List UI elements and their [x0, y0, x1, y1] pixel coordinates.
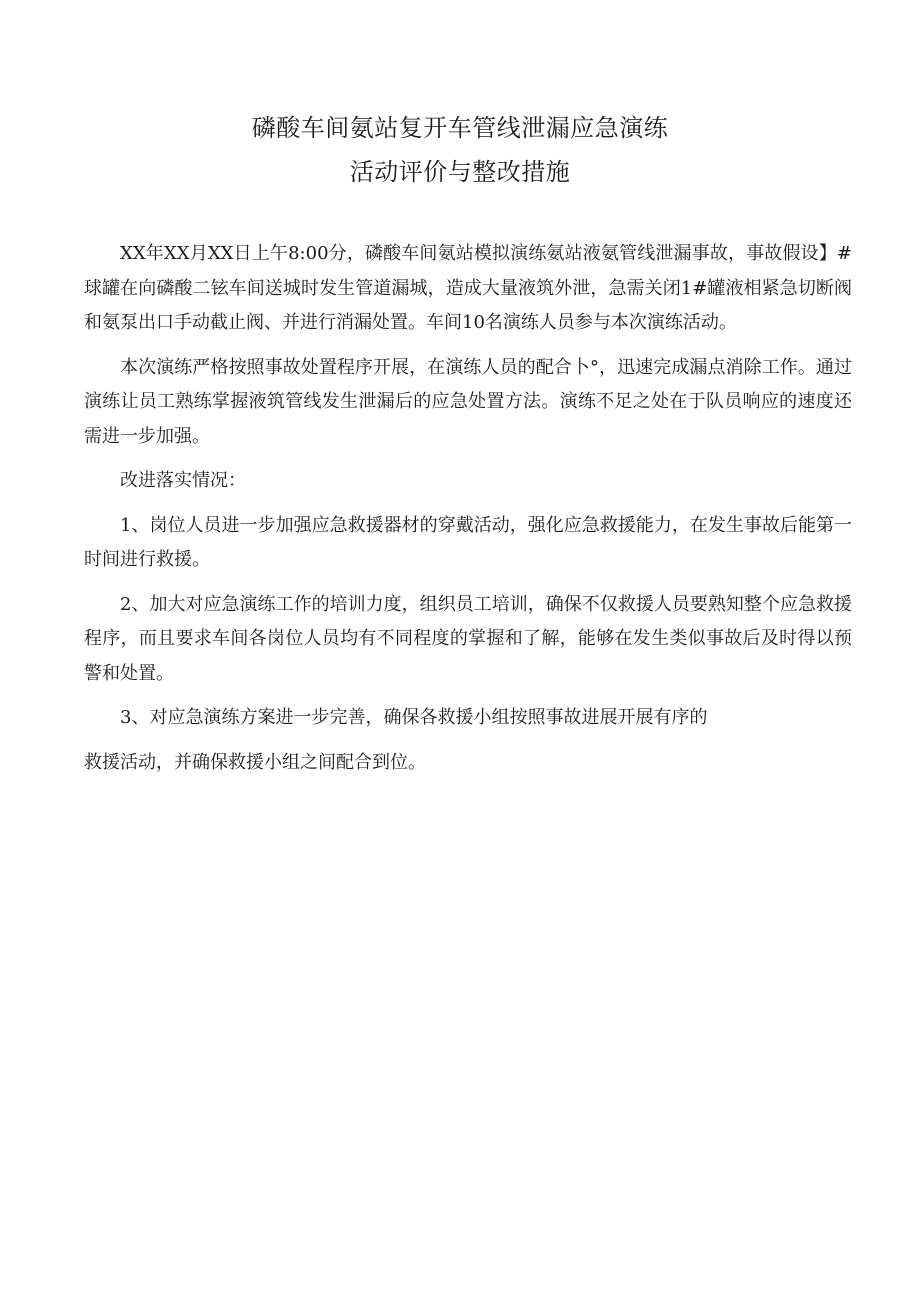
paragraph-measure-3: 3、对应急演练方案进一步完善，确保各救援小组按照事故进展开展有序的 — [120, 707, 708, 728]
paragraph-evaluation: 本次演练严格按照事故处置程序开展，在演练人员的配合卜°，迅速完成漏点消除工作。通过演练让员工熟练掌握液筑管线发生泄漏后的应急处置方法。演练不足之处在于队员响应的速度还需进一步加强。 — [84, 356, 852, 447]
document-body — [84, 237, 852, 790]
paragraph-event-summary: XX年XX月XX日上午8:00分，磷酸车间氨站模拟演练氨站液氨管线泄漏事故，事故假设】#球罐在向磷酸二铉车间送城时发生管道漏城，造成大量液筑外泄，急需关闭1#罐液相紧急切断阀和氨泵出口手动截止阀、并进行消漏处置。车间10名演练人员参与本次演练活动。 — [84, 243, 852, 333]
paragraph-improvement-heading: 改进落实情况： — [120, 470, 246, 491]
paragraph-measure-3-continued: 救援活动，并确保救援小组之间配合到位。 — [84, 751, 426, 773]
document-title-line-1: 磷酸车间氨站复开车管线泄漏应急演练 — [251, 114, 669, 142]
paragraph-measure-1: 1、岗位人员进一步加强应急救援器材的穿戴活动，强化应急救援能力，在发生事故后能第一时间进行救援。 — [84, 514, 852, 570]
paragraph-measure-2: 2、加大对应急演练工作的培训力度，组织员工培训，确保不仅救援人员要熟知整个应急救援程序，而且要求车间各岗位人员均有不同程度的掌握和了解，能够在发生类似事故后及时得以预警和处置。 — [84, 593, 852, 684]
document-title-line-2: 活动评价与整改措施 — [349, 158, 571, 186]
